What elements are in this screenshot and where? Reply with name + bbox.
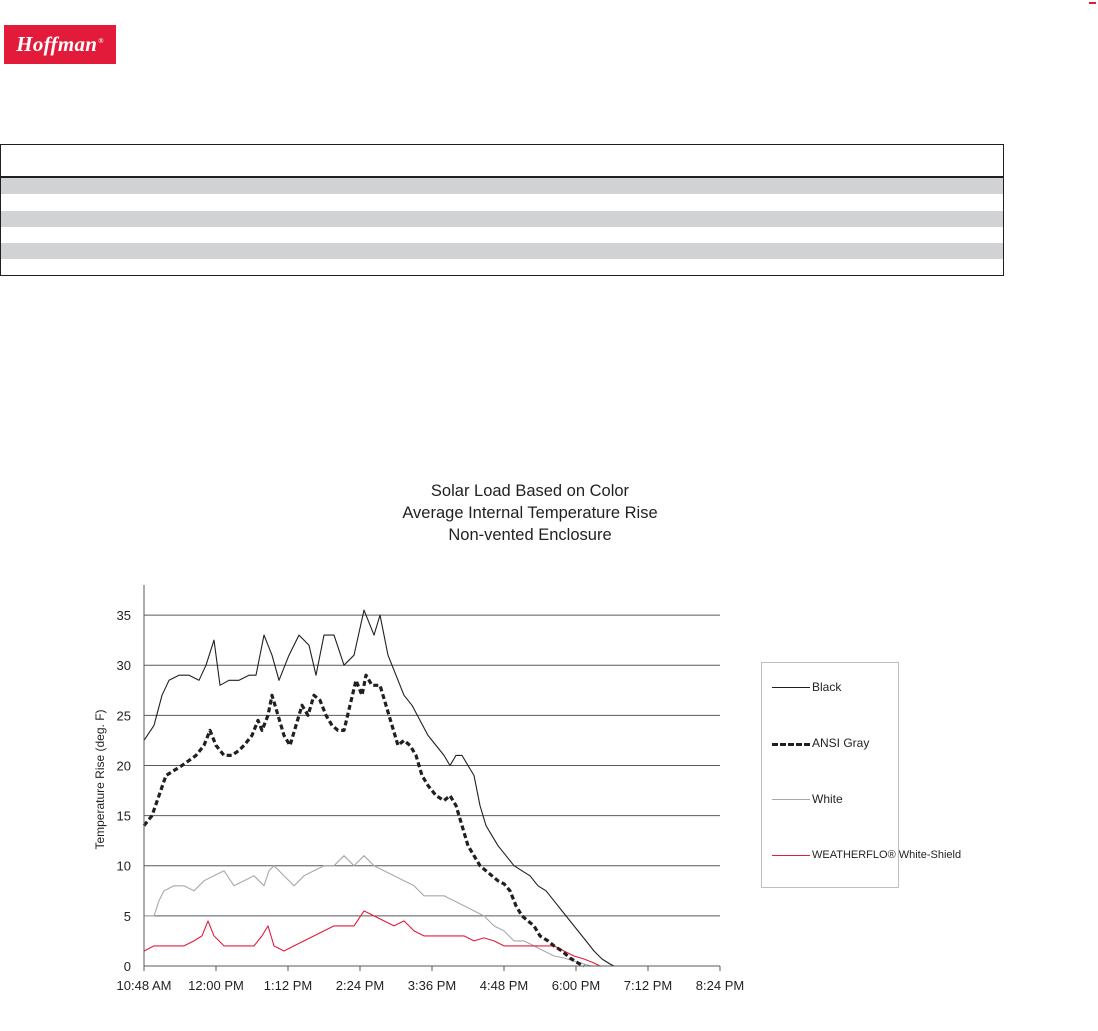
x-tick-label: 4:48 PM [479, 978, 529, 993]
series-line-black [144, 610, 614, 966]
legend-label: Black [812, 680, 842, 694]
x-tick-label: 10:48 AM [116, 978, 172, 993]
y-axis-label: Temperature Rise (deg. F) [93, 709, 107, 850]
chart-title-line-2: Average Internal Temperature Rise [402, 504, 658, 522]
grid-layer [144, 615, 720, 916]
y-tick-label: 35 [116, 608, 131, 624]
x-tick-label: 6:00 PM [551, 978, 601, 993]
legend-swatch-ansi-gray [772, 743, 810, 746]
x-tick-label: 8:24 PM [695, 978, 745, 993]
x-tick-label: 3:36 PM [407, 978, 457, 993]
logo-wordmark: Hoffman® [16, 32, 104, 56]
series-line-ansi-gray [144, 675, 584, 966]
x-tick-label: 1:12 PM [263, 978, 313, 993]
y-tick-label: 10 [116, 858, 131, 874]
y-tick-label: 0 [123, 959, 131, 974]
series-line-weatherflo-white-shield [144, 911, 600, 966]
y-tick-label: 25 [116, 708, 131, 724]
series-layer [144, 610, 614, 966]
legend-swatch-black [772, 687, 810, 688]
axis-layer [93, 585, 744, 993]
legend-label: White [812, 792, 843, 806]
chart-legend [761, 662, 962, 888]
y-tick-label: 30 [116, 658, 131, 674]
legend-swatch-white [772, 799, 810, 800]
y-tick-label: 15 [116, 808, 131, 824]
legend-label: ANSI Gray [812, 736, 870, 750]
x-tick-label: 7:12 PM [623, 978, 673, 993]
legend-swatch-weatherflo [772, 855, 810, 856]
chart-title-line-1: Solar Load Based on Color [430, 482, 630, 500]
chart-title-line-3: Non-vented Enclosure [448, 526, 612, 544]
y-tick-label: 20 [116, 758, 131, 774]
y-tick-label: 5 [123, 908, 131, 924]
legend-label-weatherflo: WEATHERFLO® White-Shield [812, 849, 962, 861]
x-tick-label: 2:24 PM [335, 978, 385, 993]
x-tick-label: 12:00 PM [188, 978, 244, 993]
legend-label [812, 848, 961, 863]
